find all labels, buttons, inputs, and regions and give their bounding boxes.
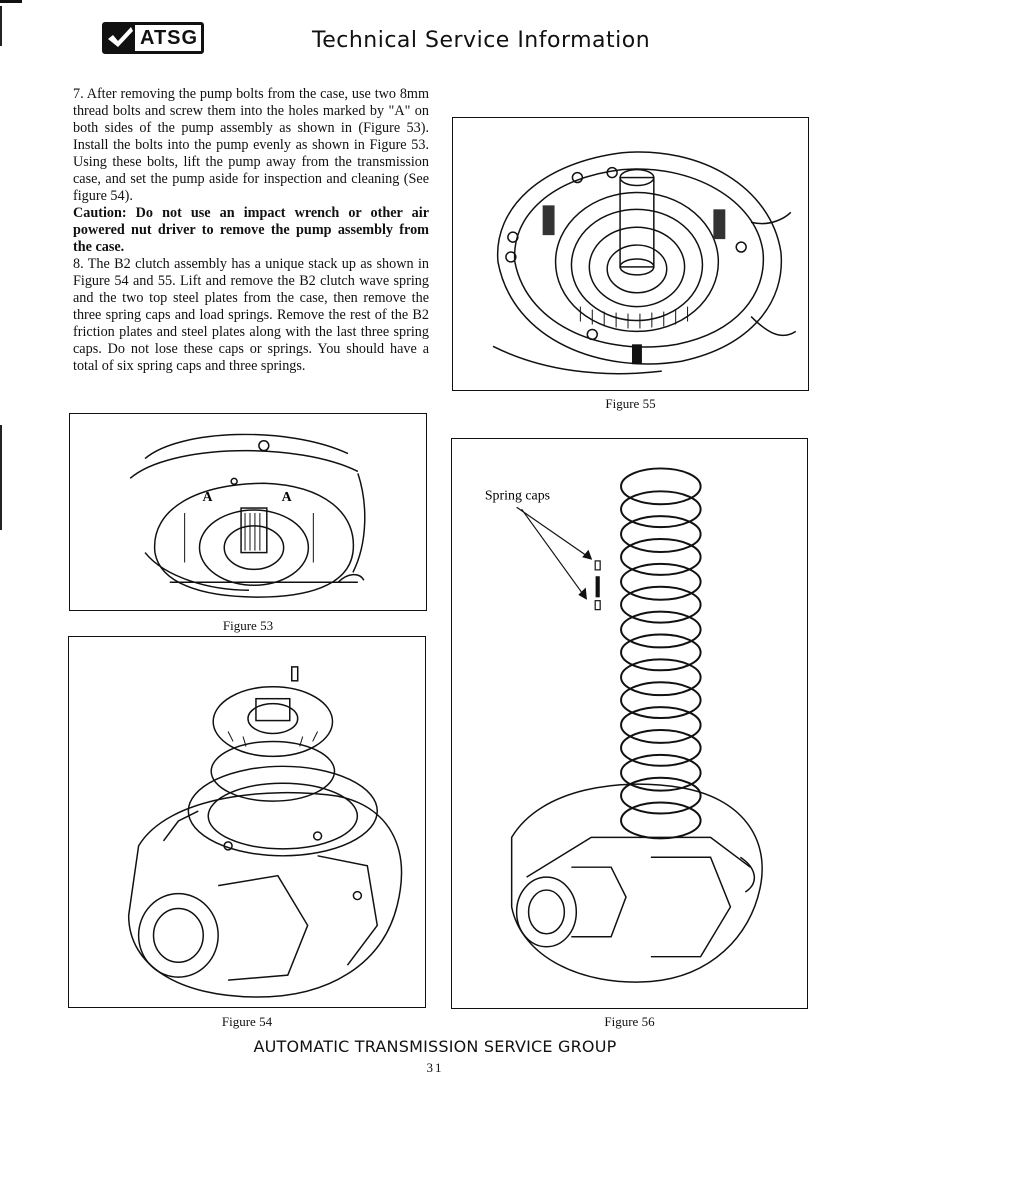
edge-tick — [0, 425, 2, 530]
figure-54-drawing — [69, 637, 425, 1007]
page-title: Technical Service Information — [312, 28, 651, 53]
atsg-logo — [102, 22, 204, 54]
figure-53-drawing — [70, 414, 426, 610]
figure-53-marker-right: A — [281, 489, 292, 505]
step-8-paragraph: 8. The B2 clutch assembly has a unique stack up as shown in Figure 54 and 55. Lift and remove the B2 clutch wave spring and the two top steel plates from the case, then remove the three spring caps and load springs. Remove the rest of the B2 friction plates and steel plates along with the last three spring caps. Do not lose these caps or springs. You should have a total of six spring caps and three springs. — [73, 256, 429, 374]
figure-56 — [451, 438, 808, 1009]
caution-paragraph: Caution: Do not use an impact wrench or other air powered nut driver to remove the pump assembly from the case. — [73, 205, 429, 255]
figure-55-drawing — [453, 118, 808, 390]
figure-56-label: Spring caps — [484, 488, 551, 504]
figure-53-caption: Figure 53 — [222, 618, 274, 633]
figure-54 — [68, 636, 426, 1008]
transmission-case — [512, 784, 762, 982]
edge-tick — [0, 6, 2, 46]
page-number: 31 — [426, 1060, 444, 1075]
figure-56-caption: Figure 56 — [604, 1014, 655, 1029]
b2-clutch-stack — [621, 468, 701, 838]
figure-55 — [452, 117, 809, 391]
corner-mark — [0, 0, 22, 3]
figure-54-caption: Figure 54 — [221, 1014, 273, 1029]
figure-55-caption: Figure 55 — [605, 396, 656, 411]
figure-53-marker-left: A — [202, 489, 213, 505]
footer-group-name: AUTOMATIC TRANSMISSION SERVICE GROUP — [253, 1037, 617, 1056]
body-text — [73, 86, 429, 375]
step-7-paragraph: 7. After removing the pump bolts from the case, use two 8mm thread bolts and screw them into the holes marked by "A" on both sides of the pump assembly as shown in (Figure 53). Install the bolts into the pump evenly as shown in Figure 53. Using these bolts, lift the pump away from the transmission case, and set the pump aside for inspection and cleaning (See figure 54). — [73, 86, 429, 204]
logo-check-icon — [105, 25, 135, 51]
logo-text: ATSG — [140, 26, 199, 49]
figure-56-drawing — [452, 439, 807, 1008]
figure-53 — [69, 413, 427, 611]
